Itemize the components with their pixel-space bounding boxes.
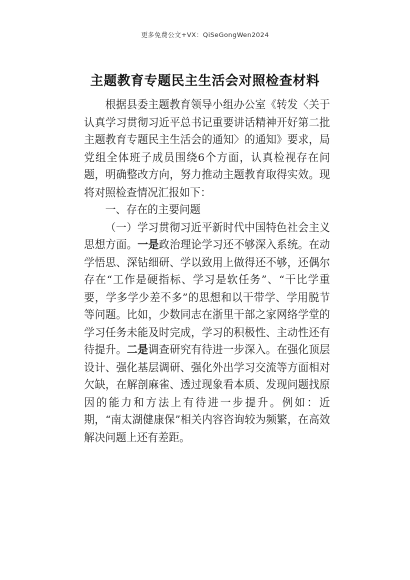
- sub-heading: （一）学习贯彻习近平新时代中国特色社会主义思想方面。: [84, 221, 330, 251]
- problem-text-first: 政治理论学习还不够深入系统。在动学悟思、深钻细研、学以致用上做得还不够，还偶尔存在“工作是硬指标、学习是软任务”、“干比学重要，学多学少差不多”的思想和以干带学、学用脱节等问题。比如，少数同志在浙里干部之家网络学堂的学习任务未能及时完成，学习的积极性、主动性还有待提升。: [84, 239, 331, 356]
- lead-first: 一是: [137, 239, 159, 251]
- section-heading: 一、存在的主要问题: [105, 204, 201, 216]
- document-title: 主题教育专题民主生活会对照检查材料: [90, 74, 320, 89]
- lead-second: 二是: [126, 344, 149, 356]
- header-note: 更多免费公文+VX：QiSeGongWen2024: [141, 31, 269, 39]
- document-body: [84, 97, 330, 447]
- problem-paragraph: [84, 220, 330, 448]
- problem-text-second: 调查研究有待进一步深入。在强化顶层设计、强化基层调研、强化外出学习交流等方面相对欠缺，在解剖麻雀、透过现象看本质、发现问题找原因的能力和方法上有待进一步提升。例如：近期，“南太湖健康保”相关内容咨询较为频繁，在高效解决问题上还有差距。: [84, 344, 331, 444]
- intro-paragraph: 根据县委主题教育领导小组办公室《转发〈关于认真学习贯彻习近平总书记重要讲话精神开好第二批主题教育专题民主生活会的通知〉的通知》要求，局党组全体班子成员围绕6个方面，认真检视存在问题，明确整改方向，努力推动主题教育取得实效。现将对照检查情况汇报如下：: [84, 99, 330, 199]
